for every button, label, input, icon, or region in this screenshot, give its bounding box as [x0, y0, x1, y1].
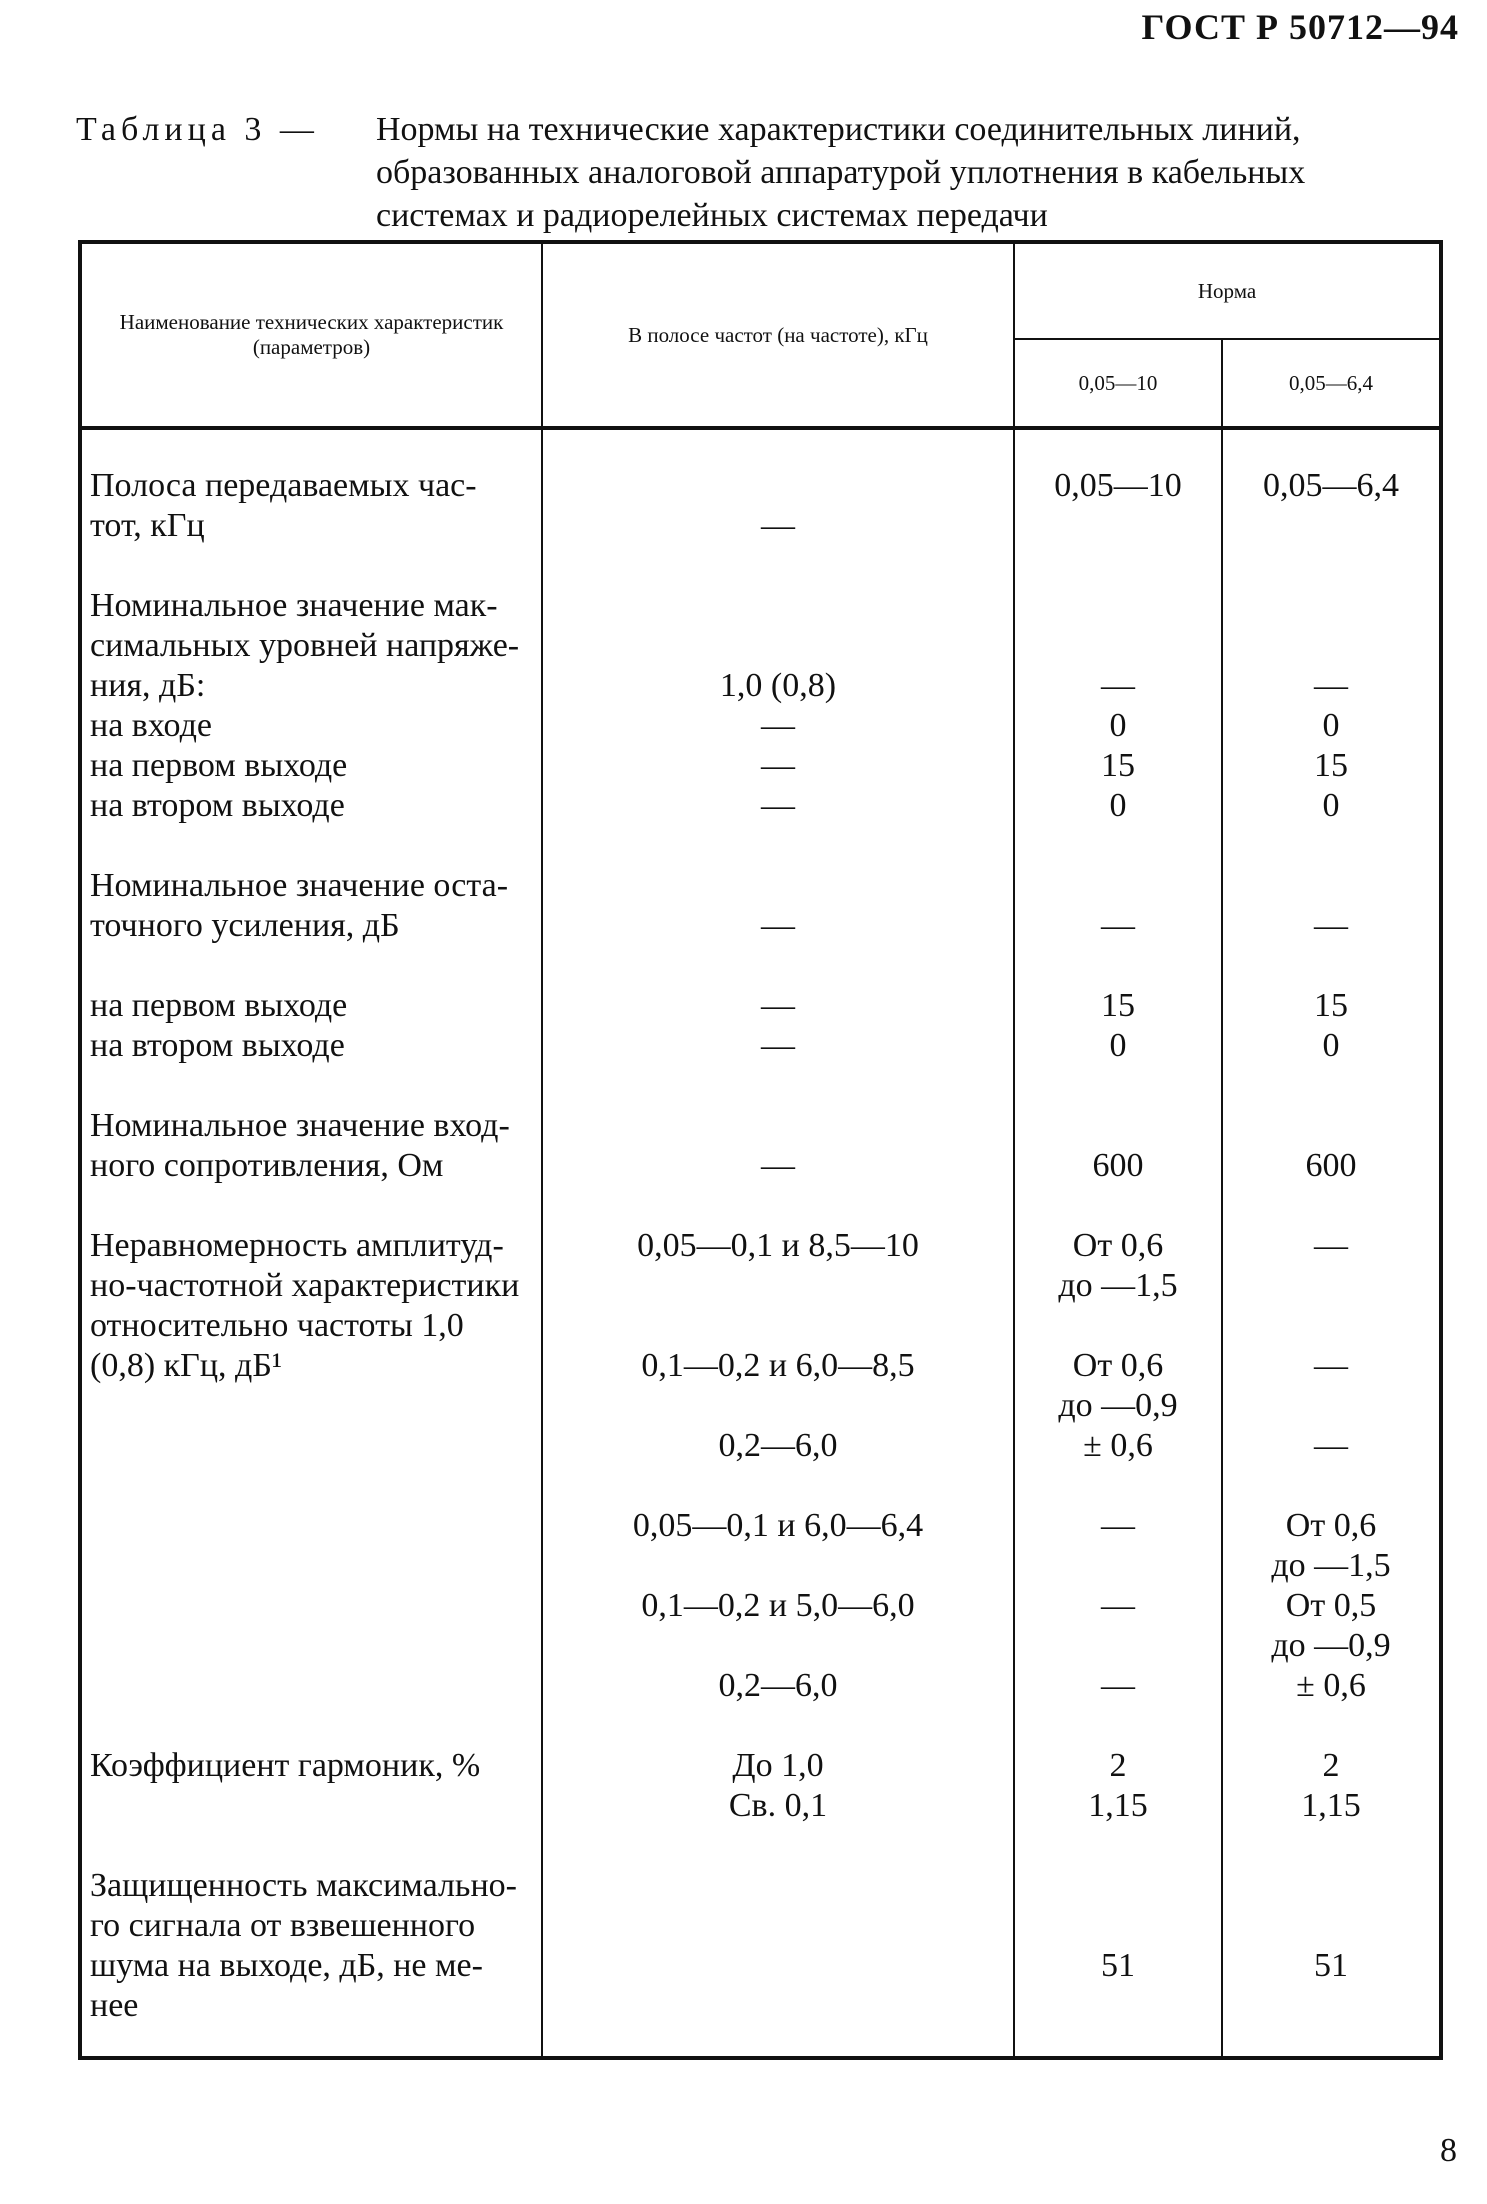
cell-line: —: [1101, 1507, 1135, 1544]
cell-line: [1233, 946, 1429, 986]
cell-line: —: [1101, 667, 1135, 704]
cell-line: [1233, 1866, 1429, 1906]
header-norm-range-a: 0,05—10: [1014, 339, 1222, 428]
cell-line: [553, 1386, 1003, 1426]
table-row: [80, 1746, 1441, 1866]
cell-line: От 0,6: [1072, 1347, 1164, 1384]
cell-line: —: [1314, 1347, 1348, 1384]
cell-line: [1233, 586, 1429, 626]
cell-line: нее: [90, 1987, 139, 2024]
parameter-name-cell: [80, 1866, 542, 2058]
norm-a-cell: [1014, 1106, 1222, 1226]
cell-line: От 0,6: [1072, 1227, 1164, 1264]
norm-a-cell: [1014, 1866, 1222, 2058]
parameter-name-cell: [80, 1746, 542, 1866]
cell-line: —: [1314, 1227, 1348, 1264]
norm-b-cell: [1222, 866, 1441, 1106]
document-header: ГОСТ Р 50712—94: [1141, 7, 1459, 47]
cell-line: Св. 0,1: [728, 1787, 828, 1824]
cell-line: [553, 626, 1003, 666]
cell-line: 600: [1305, 1147, 1357, 1184]
cell-line: 15: [1314, 747, 1348, 784]
frequency-band-cell: [542, 1106, 1014, 1226]
cell-line: ния, дБ:: [90, 667, 206, 704]
cell-line: 2: [1109, 1747, 1127, 1784]
cell-line: на втором выходе: [90, 787, 345, 824]
table-row: [80, 1866, 1441, 2058]
norm-a-cell: [1014, 428, 1222, 586]
norm-b-cell: [1222, 1226, 1441, 1746]
cell-line: [90, 1666, 531, 1706]
parameter-name-cell: [80, 1226, 542, 1746]
cell-line: [1025, 1986, 1211, 2026]
cell-line: До 1,0: [732, 1747, 824, 1784]
norm-b-cell: [1222, 1866, 1441, 2058]
cell-line: —: [761, 507, 795, 544]
cell-line: —: [761, 1147, 795, 1184]
cell-line: —: [761, 747, 795, 784]
cell-line: Полоса передаваемых час-: [90, 467, 477, 504]
cell-line: 0: [1109, 1027, 1127, 1064]
norm-b-cell: [1222, 1746, 1441, 1866]
cell-line: [1025, 586, 1211, 626]
cell-line: [1233, 1906, 1429, 1946]
cell-line: —: [1101, 1587, 1135, 1624]
table-row: [80, 1106, 1441, 1226]
cell-line: 51: [1314, 1947, 1348, 1984]
cell-line: [90, 1626, 531, 1666]
cell-line: на входе: [90, 707, 212, 744]
cell-line: 0,1—0,2 и 6,0—8,5: [641, 1347, 915, 1384]
cell-line: 0: [1322, 707, 1340, 744]
parameter-name-cell: [80, 866, 542, 1106]
cell-line: Номинальное значение оста-: [90, 867, 509, 904]
cell-line: 0,1—0,2 и 5,0—6,0: [641, 1587, 915, 1624]
cell-line: [553, 1866, 1003, 1906]
cell-line: 0,2—6,0: [718, 1427, 838, 1464]
norm-a-cell: [1014, 1226, 1222, 1746]
cell-line: 0: [1109, 707, 1127, 744]
cell-line: [1233, 626, 1429, 666]
cell-line: 0: [1109, 787, 1127, 824]
cell-line: ± 0,6: [1083, 1427, 1153, 1464]
norms-table: [78, 240, 1443, 2060]
cell-line: относительно частоты 1,0: [90, 1307, 464, 1344]
cell-line: [1025, 1466, 1211, 1506]
page-number: 8: [1440, 2132, 1457, 2169]
cell-line: От 0,6: [1285, 1507, 1377, 1544]
cell-line: Номинальное значение мак-: [90, 587, 498, 624]
cell-line: 1,15: [1301, 1787, 1361, 1824]
cell-line: Коэффициент гармоник, %: [90, 1747, 481, 1784]
table-row: [80, 586, 1441, 866]
cell-line: [553, 1106, 1003, 1146]
header-parameter-name: Наименование технических характеристик (параметров): [80, 242, 542, 428]
cell-line: [90, 1506, 531, 1546]
cell-line: [1025, 626, 1211, 666]
frequency-band-cell: [542, 1746, 1014, 1866]
cell-line: 1,15: [1088, 1787, 1148, 1824]
cell-line: [1233, 1986, 1429, 2026]
parameter-name-cell: [80, 586, 542, 866]
cell-line: 0,2—6,0: [718, 1667, 838, 1704]
frequency-band-cell: [542, 586, 1014, 866]
header-frequency-band: В полосе частот (на частоте), кГц: [542, 242, 1014, 428]
table-row: [80, 428, 1441, 586]
cell-line: [90, 1586, 531, 1626]
norm-a-cell: [1014, 866, 1222, 1106]
cell-line: [1025, 946, 1211, 986]
cell-line: —: [761, 1027, 795, 1064]
cell-line: —: [761, 907, 795, 944]
frequency-band-cell: [542, 866, 1014, 1106]
cell-line: 15: [1101, 747, 1135, 784]
cell-line: 2: [1322, 1747, 1340, 1784]
cell-line: [553, 1986, 1003, 2026]
cell-line: 0,05—10: [1054, 467, 1182, 504]
frequency-band-cell: [542, 1226, 1014, 1746]
cell-line: на втором выходе: [90, 1027, 345, 1064]
cell-line: [553, 1626, 1003, 1666]
cell-line: [90, 1426, 531, 1466]
cell-line: до —0,9: [1058, 1387, 1178, 1424]
cell-line: Номинальное значение вход-: [90, 1107, 510, 1144]
norm-a-cell: [1014, 1746, 1222, 1866]
cell-line: [1025, 506, 1211, 546]
cell-line: 600: [1092, 1147, 1144, 1184]
cell-line: [553, 1306, 1003, 1346]
cell-line: [553, 1466, 1003, 1506]
cell-line: 0,05—0,1 и 8,5—10: [637, 1227, 919, 1264]
cell-line: до —0,9: [1271, 1627, 1391, 1664]
cell-line: [1233, 866, 1429, 906]
table-row: [80, 1226, 1441, 1746]
cell-line: [553, 1266, 1003, 1306]
cell-line: симальных уровней напряже-: [90, 627, 520, 664]
cell-line: го сигнала от взвешенного: [90, 1907, 476, 1944]
cell-line: [553, 946, 1003, 986]
cell-line: 15: [1314, 987, 1348, 1024]
cell-line: —: [1101, 1667, 1135, 1704]
cell-line: тот, кГц: [90, 507, 205, 544]
cell-line: [90, 1466, 531, 1506]
cell-line: на первом выходе: [90, 747, 348, 784]
cell-line: [90, 946, 531, 986]
cell-line: [1233, 1106, 1429, 1146]
cell-line: Защищенность максимально-: [90, 1867, 517, 1904]
cell-line: [1233, 506, 1429, 546]
cell-line: ± 0,6: [1296, 1667, 1366, 1704]
cell-line: [90, 1386, 531, 1426]
cell-line: 0,05—0,1 и 6,0—6,4: [632, 1507, 924, 1544]
cell-line: [553, 466, 1003, 506]
header-norm: Норма: [1014, 242, 1441, 339]
cell-line: [553, 1546, 1003, 1586]
table-caption-line: Нормы на технические характеристики соединительных линий,: [376, 111, 1301, 148]
norm-b-cell: [1222, 428, 1441, 586]
norm-a-cell: [1014, 586, 1222, 866]
parameter-name-cell: [80, 1106, 542, 1226]
cell-line: [1025, 1866, 1211, 1906]
cell-line: —: [1314, 667, 1348, 704]
cell-line: 0: [1322, 1027, 1340, 1064]
cell-line: [90, 1786, 531, 1826]
norm-b-cell: [1222, 586, 1441, 866]
cell-line: [553, 1906, 1003, 1946]
cell-line: Неравномерность амплитуд-: [90, 1227, 504, 1264]
cell-line: 51: [1101, 1947, 1135, 1984]
parameter-name-cell: [80, 428, 542, 586]
header-norm-range-b: 0,05—6,4: [1222, 339, 1441, 428]
cell-line: —: [761, 987, 795, 1024]
cell-line: 15: [1101, 987, 1135, 1024]
cell-line: [1233, 1466, 1429, 1506]
cell-line: —: [1314, 1427, 1348, 1464]
cell-line: [1025, 1546, 1211, 1586]
table-caption-label: Таблица 3 —: [76, 111, 319, 148]
frequency-band-cell: [542, 428, 1014, 586]
cell-line: —: [1314, 907, 1348, 944]
cell-line: —: [1101, 907, 1135, 944]
cell-line: [1233, 1386, 1429, 1426]
cell-line: [1025, 1626, 1211, 1666]
cell-line: [553, 586, 1003, 626]
cell-line: ного сопротивления, Ом: [90, 1147, 444, 1184]
cell-line: (0,8) кГц, дБ¹: [90, 1347, 283, 1384]
cell-line: —: [761, 707, 795, 744]
cell-line: 0,05—6,4: [1263, 467, 1399, 504]
cell-line: 0: [1322, 787, 1340, 824]
cell-line: —: [761, 787, 795, 824]
cell-line: [90, 1546, 531, 1586]
cell-line: [553, 866, 1003, 906]
cell-line: на первом выходе: [90, 987, 348, 1024]
cell-line: [1233, 1266, 1429, 1306]
table-caption-text: [376, 108, 1476, 237]
cell-line: 1,0 (0,8): [719, 667, 837, 704]
cell-line: до —1,5: [1271, 1547, 1391, 1584]
cell-line: [1025, 1106, 1211, 1146]
cell-line: [1025, 1306, 1211, 1346]
cell-line: до —1,5: [1058, 1267, 1178, 1304]
table-body: [80, 428, 1441, 2058]
norm-b-cell: [1222, 1106, 1441, 1226]
cell-line: но-частотной характеристики: [90, 1267, 520, 1304]
cell-line: [1025, 1906, 1211, 1946]
table-header: [80, 242, 1441, 428]
frequency-band-cell: [542, 1866, 1014, 2058]
cell-line: шума на выходе, дБ, не ме-: [90, 1947, 483, 1984]
cell-line: [1233, 1306, 1429, 1346]
cell-line: От 0,5: [1285, 1587, 1377, 1624]
cell-line: [553, 1946, 1003, 1986]
table-caption-line: образованных аналоговой аппаратурой уплотнения в кабельных: [376, 154, 1306, 191]
cell-line: [1025, 866, 1211, 906]
table-row: [80, 866, 1441, 1106]
table-caption-line: системах и радиорелейных системах передачи: [376, 197, 1048, 234]
cell-line: точного усиления, дБ: [90, 907, 400, 944]
